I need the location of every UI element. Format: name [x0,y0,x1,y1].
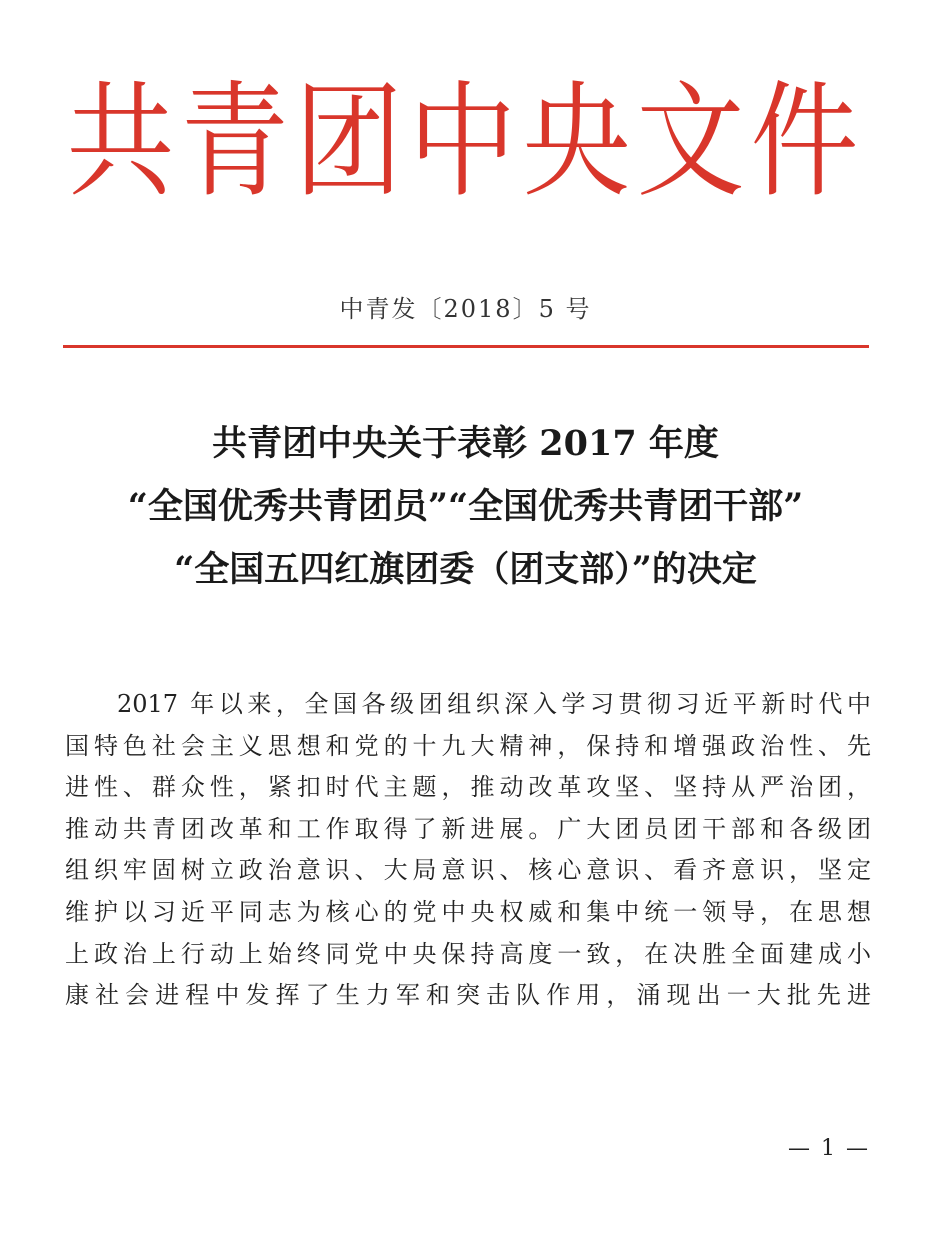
body-line: 2017 年以来，全国各级团组织深入学习贯彻习近平新时代中 [117,690,871,718]
body-line: 康社会进程中发挥了生力军和突击队作用，涌现出一大批先进 [65,981,871,1010]
page-number: — 1 — [788,1136,870,1161]
body-line: 进性、群众性，紧扣时代主题，推动改革攻坚、坚持从严治团， [65,773,871,802]
document-number: 中青发〔2018〕5 号 [339,295,592,323]
body-paragraph [65,684,871,1017]
title-line: “全国五四红旗团委（团支部）”的决定 [174,549,757,590]
title-line: “全国优秀共青团员”“全国优秀共青团干部” [127,486,804,527]
red-divider-line [63,345,869,348]
body-line: 国特色社会主义思想和党的十九大精神，保持和增强政治性、先 [65,731,871,760]
title-line: 共青团中央关于表彰 2017 年度 [212,423,719,464]
body-line: 组织牢固树立政治意识、大局意识、核心意识、看齐意识，坚定 [65,856,871,885]
body-line: 推动共青团改革和工作取得了新进展。广大团员团干部和各级团 [65,814,871,843]
masthead-title: 共青团中央文件 [66,70,865,215]
body-line: 维护以习近平同志为核心的党中央权威和集中统一领导，在思想 [65,897,871,926]
body-line: 上政治上行动上始终同党中央保持高度一致，在决胜全面建成小 [65,939,871,968]
document-title [0,412,931,601]
